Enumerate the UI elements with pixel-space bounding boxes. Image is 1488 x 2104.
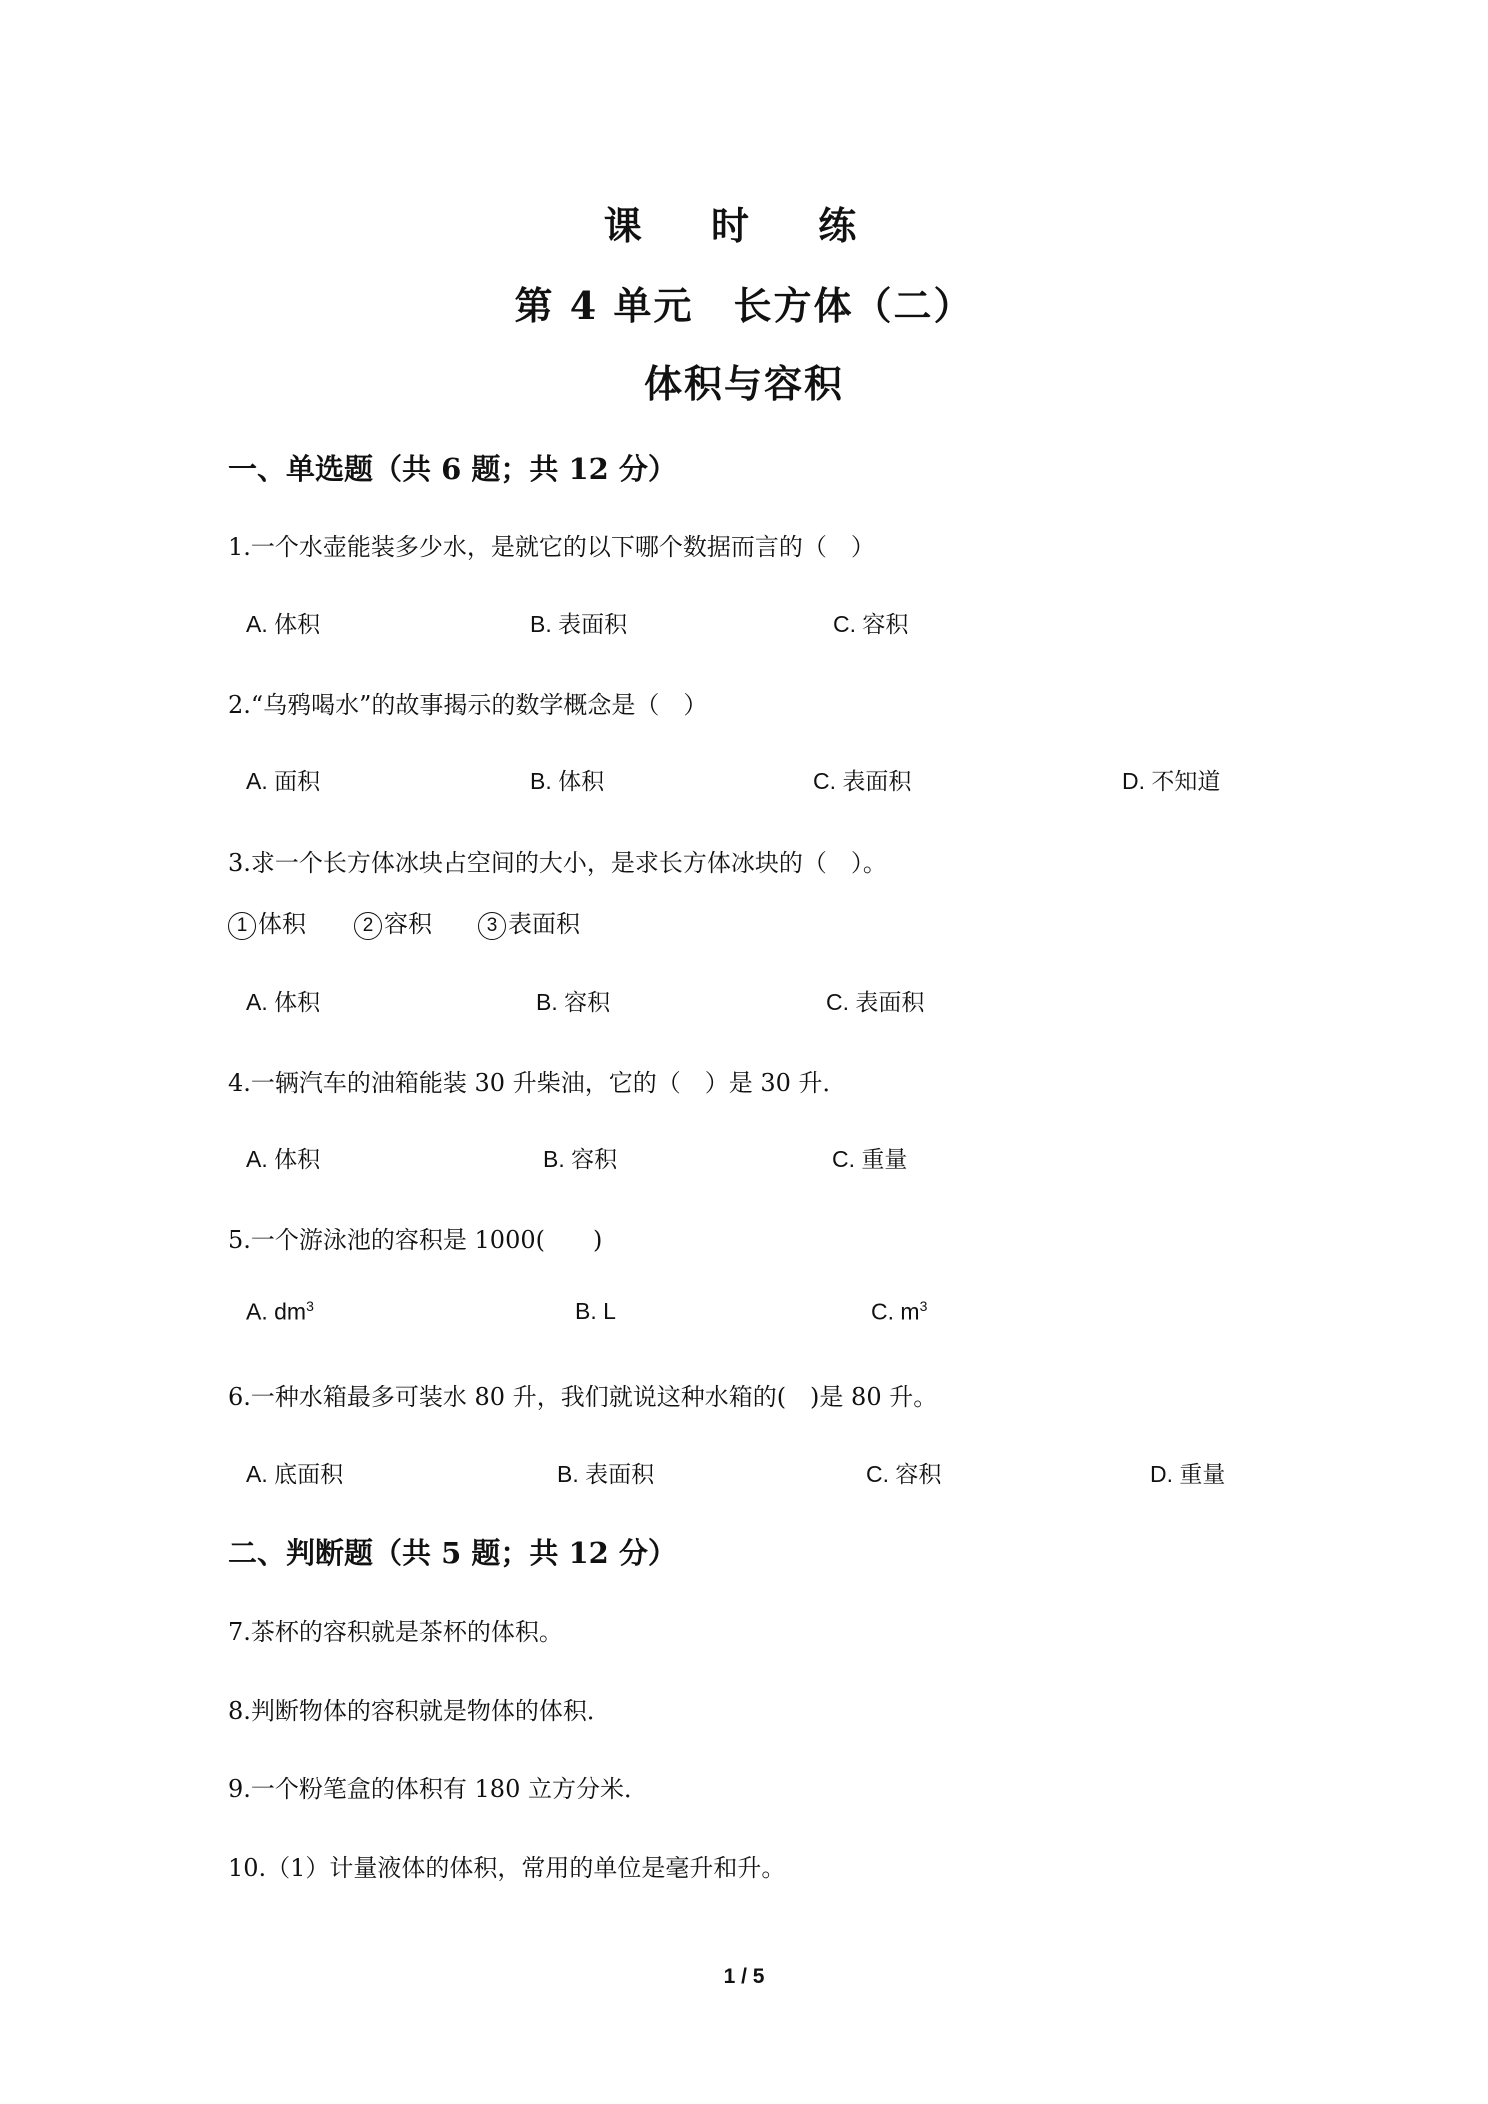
- question-2: 2.“乌鸦喝水”的故事揭示的数学概念是（ ）: [228, 691, 708, 719]
- q4-option-a: A. 体积: [246, 1146, 321, 1172]
- circled-number: 3: [478, 912, 506, 940]
- q4-option-c: C. 重量: [832, 1146, 908, 1172]
- q3-option-a: A. 体积: [246, 989, 321, 1015]
- unit-title: 第 4 单元 长方体（二）: [514, 283, 974, 328]
- q6-option-c: C. 容积: [866, 1461, 942, 1487]
- q5-option-c: C. $m^3$: [871, 1298, 928, 1325]
- question-4: 4.一辆汽车的油箱能装 30 升柴油，它的（ ）是 30 升．: [228, 1069, 847, 1097]
- choice-label: 体积: [258, 910, 306, 938]
- q6-option-d: D. 重量: [1150, 1461, 1226, 1487]
- topic-title: 体积与容积: [643, 361, 844, 406]
- question-9: 9.一个粉笔盒的体积有 180 立方分米．: [228, 1775, 648, 1803]
- choice-label: 容积: [384, 910, 432, 938]
- question-7: 7.茶杯的容积就是茶杯的体积。: [228, 1618, 563, 1646]
- question-10: 10.（1）计量液体的体积，常用的单位是毫升和升。: [228, 1854, 786, 1882]
- question-5: 5.一个游泳池的容积是 1000( ): [228, 1226, 603, 1254]
- doc-title: 课 时 练: [603, 203, 885, 248]
- q3-choice-3: [478, 904, 580, 940]
- q4-option-b: B. 容积: [543, 1146, 618, 1172]
- q6-option-a: A. 底面积: [246, 1461, 344, 1487]
- page-number: 1 / 5: [723, 1965, 765, 1988]
- q3-choice-1: [228, 904, 306, 940]
- q5-option-b: B. L: [575, 1298, 616, 1324]
- section-heading-1: 一、单选题（共 6 题；共 12 分）: [228, 452, 677, 486]
- section-heading-2: 二、判断题（共 5 题；共 12 分）: [228, 1536, 677, 1570]
- q6-option-b: B. 表面积: [557, 1461, 655, 1487]
- q2-option-b: B. 体积: [530, 768, 605, 794]
- q3-option-c: C. 表面积: [826, 989, 925, 1015]
- q2-option-a: A. 面积: [246, 768, 321, 794]
- q2-option-c: C. 表面积: [813, 768, 912, 794]
- q5-option-a: A. $dm^3$: [246, 1298, 314, 1325]
- circled-number: 1: [228, 912, 256, 940]
- choice-label: 表面积: [508, 910, 580, 938]
- q1-option-b: B. 表面积: [530, 611, 628, 637]
- q3-option-b: B. 容积: [536, 989, 611, 1015]
- q2-option-d: D. 不知道: [1122, 768, 1221, 794]
- question-1: 1.一个水壶能装多少水，是就它的以下哪个数据而言的（ ）: [228, 533, 875, 561]
- question-3: 3.求一个长方体冰块占空间的大小，是求长方体冰块的（ ）。: [228, 849, 887, 877]
- q1-option-a: A. 体积: [246, 611, 321, 637]
- q1-option-c: C. 容积: [833, 611, 909, 637]
- question-6: 6.一种水箱最多可装水 80 升，我们就说这种水箱的( )是 80 升。: [228, 1383, 938, 1411]
- q3-choice-2: [354, 904, 432, 940]
- question-8: 8.判断物体的容积就是物体的体积．: [228, 1697, 611, 1725]
- circled-number: 2: [354, 912, 382, 940]
